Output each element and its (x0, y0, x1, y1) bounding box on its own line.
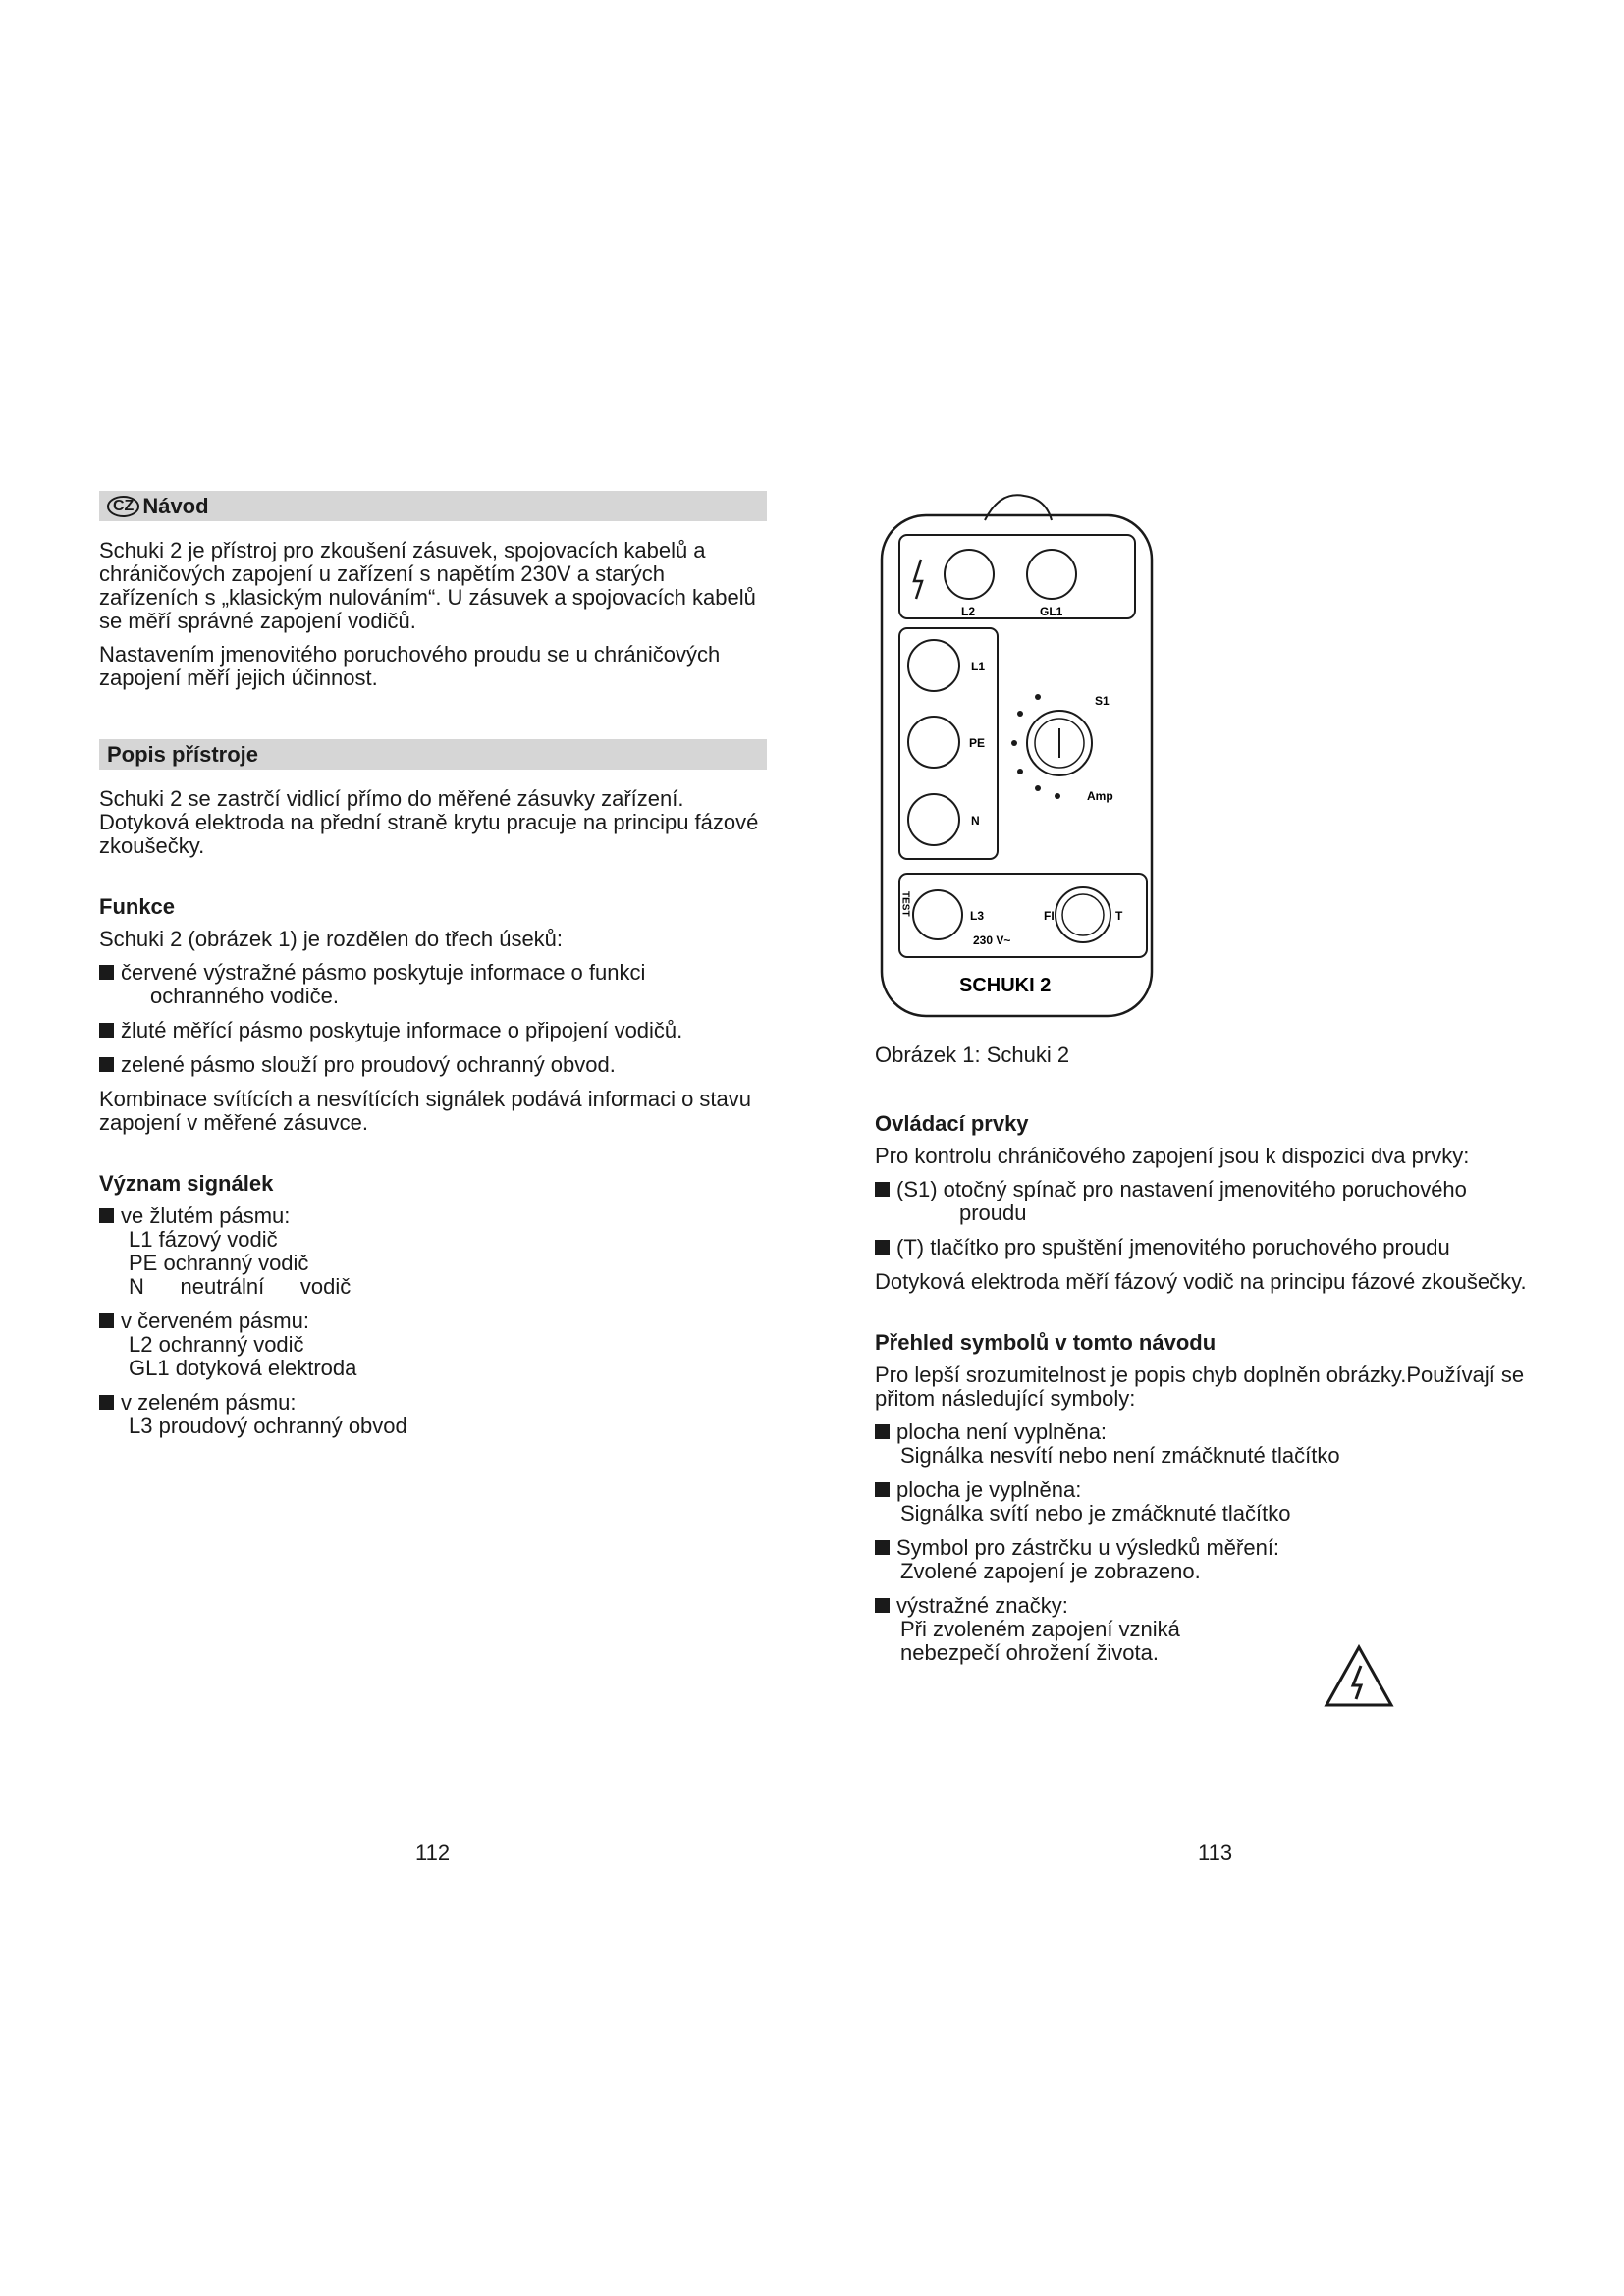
funkce-list (99, 961, 767, 1077)
label-l3: L3 (970, 909, 985, 923)
figure-caption: Obrázek 1: Schuki 2 (875, 1042, 1070, 1067)
page-number-right: 113 (1198, 1841, 1233, 1865)
label-n: N (971, 814, 980, 828)
cz-badge: CZ (107, 496, 139, 517)
label-pe: PE (969, 736, 986, 750)
lamp-l2 (945, 550, 994, 599)
label-s1: S1 (1095, 694, 1110, 708)
label-l1: L1 (971, 660, 986, 673)
button-t (1056, 887, 1110, 942)
popis-paragraph: Schuki 2 se zastrčí vidlicí přímo do měřené zásuvky zařízení. Dotyková elektroda na přední straně krytu pracuje na principu fázové zkoušečky. (99, 786, 759, 858)
section-title-popis: Popis přístroje (107, 742, 259, 767)
prehled-list (875, 1420, 1552, 1665)
list-item: zelené pásmo slouží pro proudový ochranný obvod. (99, 1053, 767, 1077)
red-zone (899, 535, 1135, 618)
list-item: plocha je vyplněna: Signálka svítí nebo je zmáčknuté tlačítko (875, 1478, 1552, 1525)
lamp-l3 (913, 890, 962, 939)
heading-ovladaci: Ovládací prvky (875, 1111, 1029, 1136)
ovladaci-outro: Dotyková elektroda měří fázový vodič na principu fázové zkoušečky. (875, 1269, 1527, 1294)
list-item: výstražné značky: Při zvoleném zapojení vzniká nebezpečí ohrožení života. (875, 1594, 1552, 1665)
ovladaci-list (875, 1178, 1552, 1259)
warning-triangle-icon (1324, 1644, 1394, 1709)
heading-prehled: Přehled symbolů v tomto návodu (875, 1330, 1217, 1355)
section-header-navod (99, 491, 767, 521)
intro-paragraph-1: Schuki 2 je přístroj pro zkoušení zásuvek, spojovacích kabelů a chráničových zapojení u zařízení s napětím 230V a starých zařízeních s „klasickým nulováním“. U zásuvek a spojovacích kabelů se měří správné zapojení vodičů. (99, 538, 756, 633)
list-item: žluté měřící pásmo poskytuje informace o připojení vodičů. (99, 1019, 767, 1042)
label-test: TEST (899, 891, 911, 917)
funkce-outro: Kombinace svítících a nesvítících signálek podává informaci o stavu zapojení v měřené zásuvce. (99, 1087, 751, 1135)
device-name: SCHUKI 2 (959, 975, 1052, 996)
list-item: v zeleném pásmu: L3 proudový ochranný obvod (99, 1391, 767, 1438)
heading-vyznam: Význam signálek (99, 1171, 274, 1196)
lamp-pe (908, 717, 959, 768)
left-column (99, 491, 767, 1449)
right-column (875, 1112, 1552, 1676)
lightning-icon (914, 560, 922, 599)
lamp-gl1 (1027, 550, 1076, 599)
list-item: v červeném pásmu: L2 ochranný vodič GL1 dotyková elektroda (99, 1309, 767, 1380)
list-item: Symbol pro zástrčku u výsledků měření: Zvolené zapojení je zobrazeno. (875, 1536, 1552, 1583)
label-fi: FI (1044, 909, 1055, 923)
section-title-navod: Návod (142, 494, 209, 518)
label-t: T (1115, 909, 1123, 923)
heading-funkce: Funkce (99, 894, 176, 919)
schuki-device-figure (877, 491, 1162, 1021)
lamp-l1 (908, 640, 959, 691)
page-number-left: 112 (415, 1841, 451, 1865)
ovladaci-intro: Pro kontrolu chráničového zapojení jsou k dispozici dva prvky: (875, 1144, 1470, 1168)
list-item: plocha není vyplněna: Signálka nesvítí nebo není zmáčknuté tlačítko (875, 1420, 1552, 1468)
label-230v: 230 V~ (973, 934, 1011, 947)
label-gl1: GL1 (1040, 605, 1063, 618)
intro-paragraph-2: Nastavením jmenovitého poruchového proudu se u chráničových zapojení měří jejich účinnost. (99, 642, 721, 690)
label-amp: Amp (1087, 789, 1113, 803)
list-item: ve žlutém pásmu: L1 fázový vodič PE ochranný vodič N neutrální vodič (99, 1204, 767, 1299)
list-item: (S1) otočný spínač pro nastavení jmenovitého poruchového proudu (875, 1178, 1552, 1225)
label-l2: L2 (961, 605, 976, 618)
funkce-intro: Schuki 2 (obrázek 1) je rozdělen do třech úseků: (99, 927, 564, 951)
section-header-popis (99, 739, 767, 770)
list-item: červené výstražné pásmo poskytuje informace o funkci ochranného vodiče. (99, 961, 767, 1008)
lamp-n (908, 794, 959, 845)
list-item: (T) tlačítko pro spuštění jmenovitého poruchového proudu (875, 1236, 1552, 1259)
prehled-intro: Pro lepší srozumitelnost je popis chyb doplněn obrázky.Používají se přitom následující symboly: (875, 1362, 1525, 1411)
vyznam-list (99, 1204, 767, 1438)
